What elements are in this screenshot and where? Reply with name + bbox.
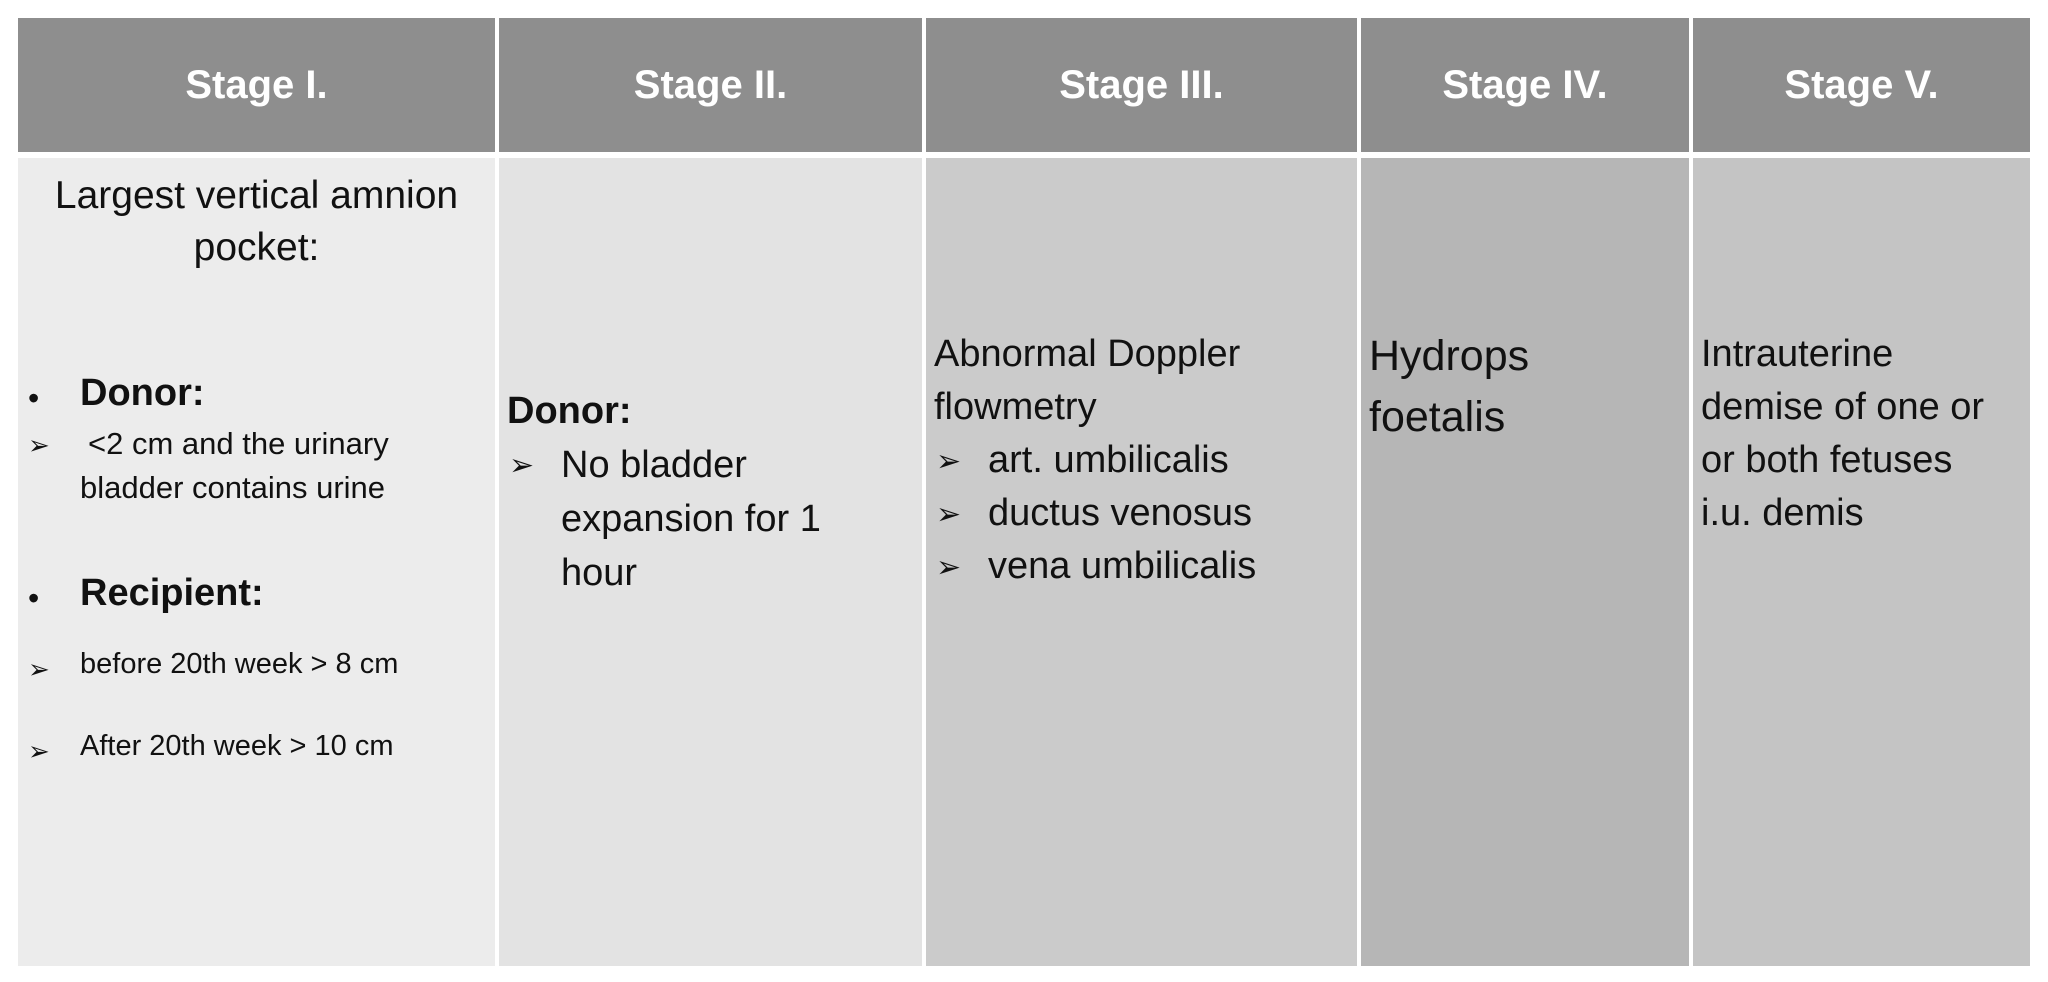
stage-5-line-2: demise of one or [1701,386,1985,428]
recipient-criteria-1: before 20th week > 8 cm [80,648,399,680]
arrow-icon: ➢ [509,449,535,482]
stage-2-line-2: expansion for 1 [561,498,821,540]
stages-table [18,18,2030,972]
stage-3-intro-line-2: flowmetry [934,386,1097,428]
arrow-icon: ➢ [28,654,50,684]
stage-5-cell [1693,158,2030,966]
stage-4-line-1: Hydrops [1369,332,1530,380]
header-stage-2: Stage II. [499,18,922,152]
recipient-criteria-2: After 20th week > 10 cm [80,730,394,762]
arrow-icon: ➢ [28,430,50,460]
stage-5-line-1: Intrauterine [1701,333,1894,375]
bullet-icon: • [28,580,40,616]
stage-3-cell [926,158,1357,966]
arrow-icon: ➢ [936,445,962,478]
header-stage-5: Stage V. [1693,18,2030,152]
arrow-icon: ➢ [936,551,962,584]
stage-3-item-3: vena umbilicalis [988,545,1257,587]
header-stage-3: Stage III. [926,18,1357,152]
donor-criteria-line-2: bladder contains urine [80,470,386,505]
header-stage-1: Stage I. [18,18,495,152]
donor-label: Donor: [80,372,205,414]
arrow-icon: ➢ [936,498,962,531]
stage-5-line-3: or both fetuses [1701,439,1953,481]
stage-1-heading: Largest vertical amnion pocket: [54,174,459,269]
recipient-label: Recipient: [80,572,264,614]
donor-criteria-line-1: <2 cm and the urinary [88,426,389,461]
header-stage-4: Stage IV. [1361,18,1689,152]
stage-3-intro-line-1: Abnormal Doppler [934,333,1241,375]
stage-3-item-2: ductus venosus [988,492,1253,534]
stage-2-donor-label: Donor: [507,390,632,432]
stage-4-line-2: foetalis [1369,393,1506,441]
stage-5-line-4: i.u. demis [1701,492,1864,534]
stage-2-cell [499,158,922,966]
stage-4-cell [1361,158,1689,966]
bullet-icon: • [28,380,40,416]
stage-3-item-1: art. umbilicalis [988,439,1229,481]
stage-2-line-3: hour [561,552,638,594]
arrow-icon: ➢ [28,736,50,766]
stage-2-line-1: No bladder [561,444,747,486]
stage-1-cell [18,158,495,966]
